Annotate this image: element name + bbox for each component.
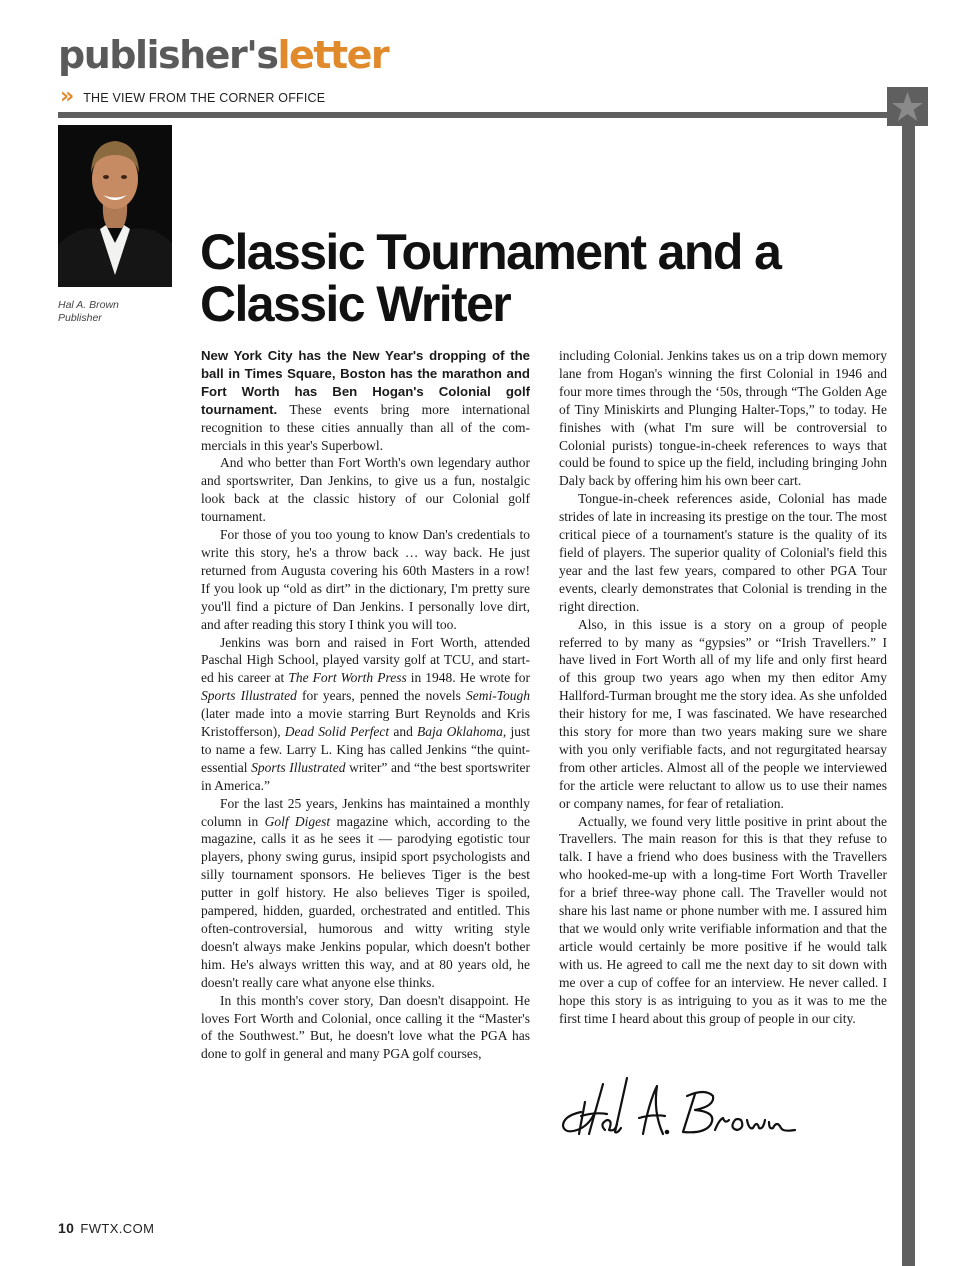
publication-title: Golf Digest bbox=[264, 813, 331, 829]
paragraph bbox=[201, 347, 530, 454]
paragraph-text: magazine which, according to the magazine, calls it as he sees it — parodying egotistic tour players, phony swing gurus, insipid sport psychologists and silly tournament sponsors. He believes Tiger is the best putter in golf history. He also believes Tiger is spoiled, pampered, hidden, guarded, orchestrated and entitled. This often-controversial, humorous and witty writing style doesn't always make Jenkins popular, which doesn't bother him. He's always written this way, and at 80 years old, he doesn't really care what anyone else thinks. bbox=[201, 813, 530, 990]
paragraph-text: These events bring more international recognition to these cities annually than all of the commercials in this year's Superbowl. bbox=[201, 401, 530, 453]
book-title: Dead Solid Perfect bbox=[284, 724, 390, 740]
lead-in: New York City has the New Year's dropping of the ball in Times Square, Boston has the marathon and Fort Worth has Ben Hogan's Colonial golf tournament. bbox=[201, 348, 530, 417]
site-url: FWTX.COM bbox=[80, 1221, 155, 1236]
paragraph bbox=[201, 795, 530, 992]
paragraph: Tongue-in-cheek references aside, Colonial has made strides of late in increasing its prestige on the tour. The most critical piece of a tournament's stature is the quality of its field of players. The superior quality of Colonial's field this year and the last few years, compared to other PGA Tour events, clearly demonstrates that Colonial is trending in the right direction. bbox=[559, 491, 887, 614]
paragraph-text: in 1948. He wrote for bbox=[406, 670, 530, 686]
page-number: 10 bbox=[58, 1220, 75, 1236]
publisher-photo bbox=[58, 125, 172, 287]
paragraph: Actually, we found very little positive in print about the Travellers. The main reason for this is that they refuse to talk. I have a friend who does business with the Travellers who hooked-me-up with a long-time Fort Worth Traveller for a brief three-way phone call. The Traveller would not share his last name or phone number with me. I assured him that we would only write verifiable information and that the article would certainly be more positive if he would talk with us. He agreed to call me the next day to sit down with me over a cup of coffee for an interview. He never called. I hope this story is as intriguing to you as it was to me the first time I heard about this group of people in our city. bbox=[559, 813, 887, 1026]
star-icon bbox=[887, 87, 928, 126]
caption-name: Hal A. Brown bbox=[58, 299, 119, 311]
masthead-word-publishers: publisher's bbox=[58, 33, 278, 77]
paragraph: including Colonial. Jenkins takes us on a trip down memory lane from Hogan's winning the first Colonial in 1946 and four more times through the ‘50s, through “The Golden Age of Tiny Miniskirts and Plunging Halter-Tops,” to today. He finishes with (what I'm sure will be controversial to Colonial purists) tongue-in-cheek references to ways that could be found to spice up the field, including bringing John Daly back by offering him his own beer cart. bbox=[559, 348, 887, 489]
paragraph-text: and bbox=[389, 724, 417, 740]
kicker-text: THE VIEW FROM THE CORNER OFFICE bbox=[83, 91, 326, 105]
publication-title: The Fort Worth Press bbox=[288, 670, 407, 686]
book-title: Baja Oklahoma, bbox=[417, 724, 507, 740]
article-headline: Classic Tournament and a Classic Writer bbox=[200, 224, 781, 332]
paragraph: In this month's cover story, Dan doesn't disappoint. He loves Fort Worth and Colonial, once calling it the “Master's of the Southwest.” But, he doesn't love what the PGA has done to golf in general and many PGA golf courses, bbox=[201, 992, 530, 1062]
side-rule bbox=[902, 112, 915, 1266]
paragraph-text: writer” and “the best sportswriter in America.” bbox=[201, 759, 530, 793]
book-title: Semi-Tough bbox=[465, 688, 530, 704]
caption-title: Publisher bbox=[58, 311, 102, 324]
paragraph-text: For the last 25 years, Jenkins has maintained a monthly column in bbox=[201, 795, 530, 829]
page-footer bbox=[58, 1220, 154, 1236]
paragraph: And who better than Fort Worth's own legendary author and sportswriter, Dan Jenkins, to give us a fun, nostalgic look back at the classic history of our Colonial golf tournament. bbox=[201, 455, 530, 525]
paragraph-text: Jenkins was born and raised in Fort Worth, attended Paschal High School, played varsity golf at TCU, and started his career at bbox=[201, 634, 530, 686]
photo-caption bbox=[58, 299, 119, 324]
paragraph-text: (later made into a movie starring Burt Reynolds and Kris Kristofferson), bbox=[201, 706, 530, 740]
double-chevron-icon: » bbox=[60, 84, 75, 109]
paragraph bbox=[201, 634, 530, 795]
paragraph-text: just to name a few. Larry L. King has called Jenkins “the quintessential bbox=[201, 724, 530, 775]
header-rule bbox=[58, 112, 908, 118]
paragraph-text: for years, penned the novels bbox=[296, 688, 466, 704]
article-column-right bbox=[559, 347, 887, 1027]
paragraph: For those of you too young to know Dan's credentials to write this story, he's a throw back … way back. He just returned from Augusta covering his 60th Masters in a row! If you look up “old as dirt” in the dictionary, I'm pretty sure you'll find a picture of Dan Jenkins. I personally love dirt, and after reading this story I think you will too. bbox=[201, 527, 530, 632]
handwritten-signature bbox=[555, 1072, 805, 1147]
paragraph: Also, in this issue is a story on a group of people referred to by many as “gypsies” or “Irish Travellers.” I have lived in Fort Worth all of my life and only first heard of this group two years ago when my then editor Amy Hallford-Turman brought me the story idea. As she unfolded their history for me, I was fascinated. We have researched this story for more than two years making sure we share with you only verifiable facts, and not regurgitated hearsay from other articles. Almost all of the people we interviewed for the article were reluctant to allow us to use their names or company names, for fear of retaliation. bbox=[559, 616, 887, 811]
publication-title: Sports Illustrated bbox=[201, 688, 297, 704]
section-masthead bbox=[58, 33, 389, 77]
publication-title: Sports Illustrated bbox=[251, 759, 346, 775]
masthead-word-letter: letter bbox=[277, 33, 389, 77]
section-kicker bbox=[60, 84, 326, 109]
article-column-left bbox=[201, 347, 530, 1063]
